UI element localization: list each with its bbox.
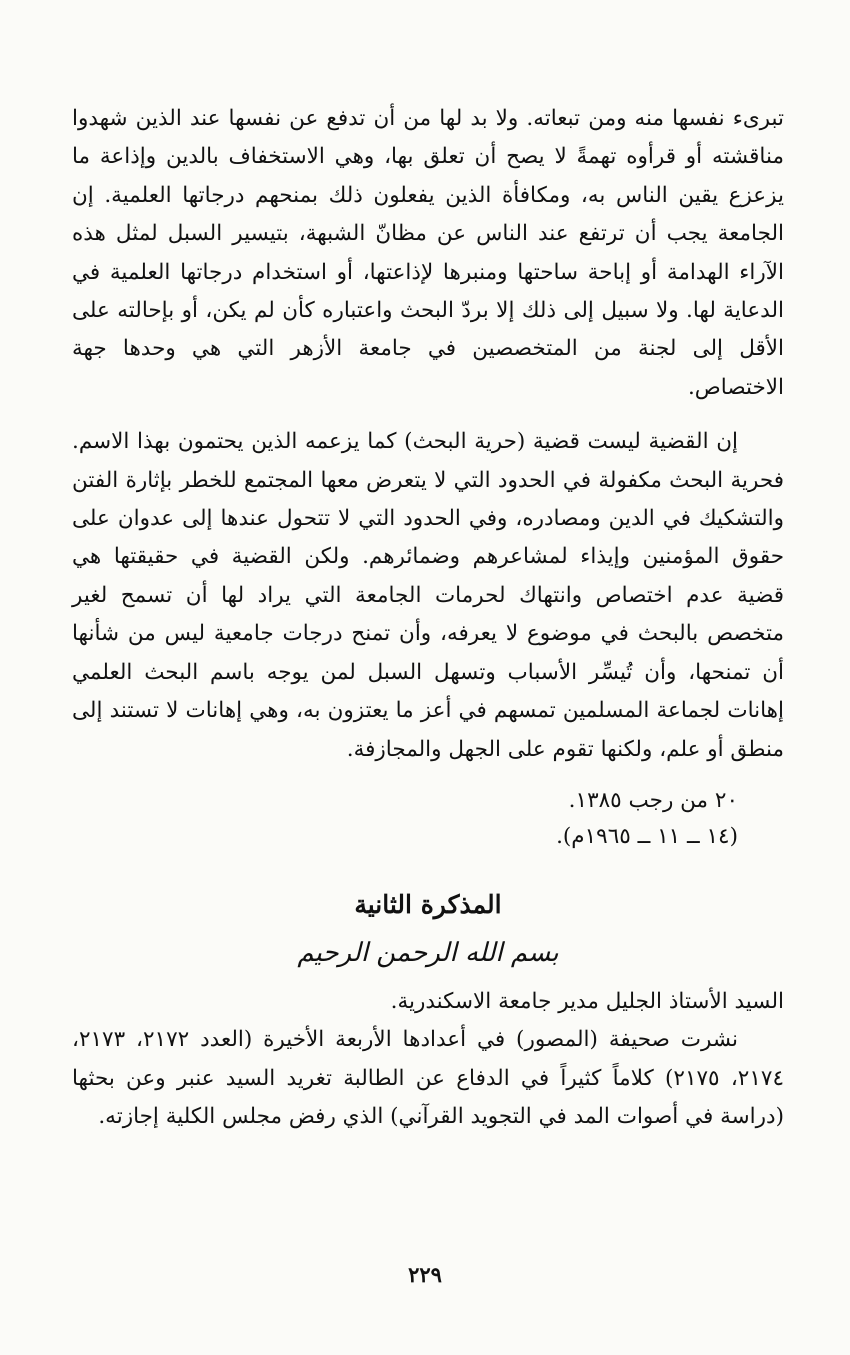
page-number: ٢٢٩: [408, 1262, 442, 1287]
page-body: [72, 100, 784, 1137]
section-heading: المذكرة الثانية: [354, 889, 502, 919]
paragraph-2: إن القضية ليست قضية (حرية البحث) كما يزعمه الذين يحتمون بهذا الاسم. فحرية البحث مكفولة في الحدود التي لا يتعرض معها المجتمع للخطر بإثارة الفتن والتشكيك في الدين ومصادره، وفي الحدود التي لا تتحول عندها إلى عدوان على حقوق المؤمنين وإيذاء لمشاعرهم وضمائرهم. ولكن القضية في حقيقتها هي قضية عدم اختصاص وانتهاك لحرمات الجامعة التي يراد لها أن تسمح لغير متخصص بالبحث في موضوع لا يعرفه، وأن تمنح درجات جامعية ليس من شأنها أن تمنحها، وأن تُيسِّر الأسباب وتسهل السبل لمن يوجه باسم البحث العلمي إهانات لجماعة المسلمين تمسهم في أعز ما يعتزون به، وهي إهانات لا تستند إلى منطق أو علم، ولكنها تقوم على الجهل والمجازفة.: [72, 429, 784, 762]
date-hijri: ٢٠ من رجب ١٣٨٥.: [568, 787, 738, 813]
paragraph-1: تبرىء نفسها منه ومن تبعاته. ولا بد لها من أن تدفع عن نفسها عند الذين شهدوا مناقشته أو قرأوه تهمةً لا يصح أن تعلق بها، وهي الاستخفاف بالدين وإذاعة ما يزعزع يقين الناس به، ومكافأة الذين يفعلون ذلك بمنحهم درجاتها العلمية. إن الجامعة يجب أن ترتفع عند الناس عن مظانّ الشبهة، بتيسير السبل لمثل هذه الآراء الهدامة أو إباحة ساحتها ومنبرها لإذاعتها، أو استخدام درجاتها العلمية في الدعاية لها. ولا سبيل إلى ذلك إلا بردّ البحث واعتباره كأن لم يكن، أو بإحالته على الأقل إلى لجنة من المتخصصين في جامعة الأزهر التي هي وحدها جهة الاختصاص.: [72, 106, 784, 400]
date-gregorian: (١٤ ــ ١١ ــ ١٩٦٥م).: [556, 823, 738, 849]
addressee-line: السيد الأستاذ الجليل مدير جامعة الاسكندرية.: [390, 988, 784, 1014]
paragraph-3: نشرت صحيفة (المصور) في أعدادها الأربعة الأخيرة (العدد ٢١٧٢، ٢١٧٣، ٢١٧٤، ٢١٧٥) كلاماً كثيراً في الدفاع عن الطالبة تغريد السيد عنبر وعن بحثها (دراسة في أصوات المد في التجويد القرآني) الذي رفض مجلس الكلية إجازته.: [72, 1027, 784, 1130]
basmala-calligraphy: بسم الله الرحمن الرحيم: [297, 937, 559, 968]
